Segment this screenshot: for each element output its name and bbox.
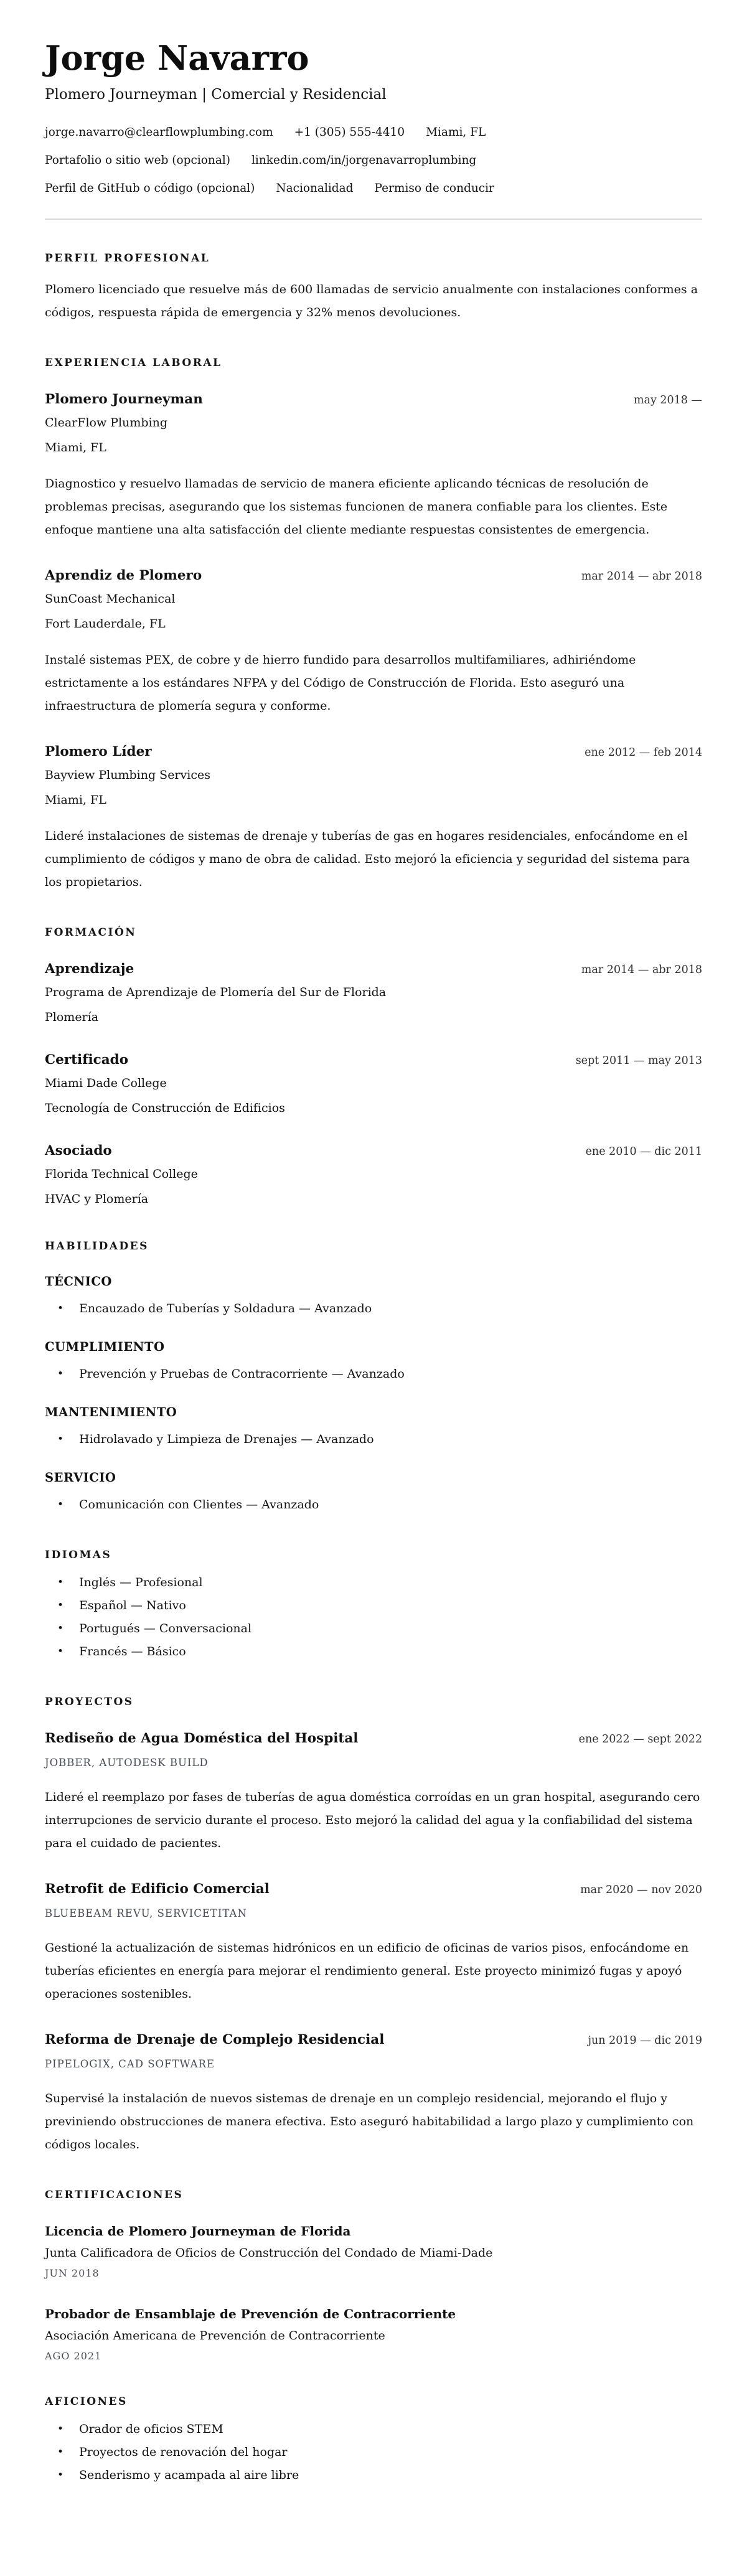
job-description: Instalé sistemas PEX, de cobre y de hierro fundido para desarrollos multifamiliares, adhiriéndome estrictamente a los estándares NFPA y del Código de Construcción de Florida. Esto aseguró una infraestructura de plomería segura y conforme. (45, 652, 636, 713)
degree-title: Certificado (45, 1051, 129, 1068)
certification-title: Licencia de Plomero Journeyman de Florida (45, 2223, 351, 2239)
profile-summary: Plomero licenciado que resuelve más de 600 llamadas de servicio anualmente con instalaciones conformes a códigos, respuesta rápida de emergencia y 32% menos devoluciones. (45, 282, 698, 319)
skill-list (45, 1363, 702, 1386)
education-entry-head (45, 1142, 702, 1161)
experience-entry (45, 743, 702, 894)
skill-item: • Prevención y Pruebas de Contracorriente — Avanzado (45, 1363, 702, 1386)
education-entry-head (45, 960, 702, 979)
section-skills (45, 1239, 702, 1516)
project-entry-head (45, 2031, 702, 2050)
language-item: • Portugués — Conversacional (45, 1617, 702, 1640)
education-date: sept 2011 — may 2013 (575, 1054, 702, 1067)
certification-org: Junta Calificadora de Oficios de Construcción del Condado de Miami-Dade (45, 2245, 493, 2260)
job-title: Aprendiz de Plomero (45, 567, 202, 583)
education-school: Miami Dade College (45, 1076, 167, 1090)
skill-item: • Comunicación con Clientes — Avanzado (45, 1493, 702, 1516)
project-entry (45, 1729, 702, 1855)
project-date: ene 2022 — sept 2022 (578, 1732, 702, 1746)
certification-date: AGO 2021 (45, 2349, 102, 2362)
education-date: ene 2010 — dic 2011 (585, 1145, 702, 1158)
skill-category: SERVICIO (45, 1470, 116, 1485)
education-entry-head (45, 1051, 702, 1070)
degree-title: Aprendizaje (45, 961, 134, 977)
person-title: Plomero Journeyman | Comercial y Residencial (45, 87, 387, 103)
certification-entry (45, 2222, 702, 2280)
experience-entry-head (45, 743, 702, 762)
section-profile (45, 251, 702, 324)
job-description: Diagnostico y resuelvo llamadas de servicio de manera eficiente aplicando técnicas de resolución de problemas precisas, asegurando que los sistemas funcionen de manera confiable para los clientes. Este enfoque mantiene una alta satisfacción del cliente mediante respuestas consistentes de emergencia. (45, 476, 668, 537)
project-tools: JOBBER, AUTODESK BUILD (45, 1756, 209, 1769)
education-field: Tecnología de Construcción de Edificios (45, 1101, 285, 1115)
project-title: Retrofit de Edificio Comercial (45, 1881, 270, 1897)
section-heading-projects: PROYECTOS (45, 1695, 134, 1708)
job-location: Miami, FL (45, 792, 106, 807)
contact-portfolio: Portafolio o sitio web (opcional) (45, 153, 230, 167)
contact-github: Perfil de GitHub o código (opcional) (45, 181, 255, 195)
job-date: may 2018 — (633, 393, 702, 407)
contact-row-1 (45, 118, 702, 146)
job-title: Plomero Journeyman (45, 391, 203, 407)
project-entry (45, 1880, 702, 2006)
skill-category: MANTENIMIENTO (45, 1404, 177, 1419)
job-date: ene 2012 — feb 2014 (585, 746, 702, 759)
certification-title: Probador de Ensamblaje de Prevención de Contracorriente (45, 2306, 456, 2321)
job-location: Miami, FL (45, 440, 106, 454)
project-title: Rediseño de Agua Doméstica del Hospital (45, 1730, 359, 1746)
experience-entry-head (45, 390, 702, 410)
skill-list (45, 1297, 702, 1320)
project-description: Lideré el reemplazo por fases de tuberías de agua doméstica corroídas en un gran hospital, asegurando cero interrupciones de servicio durante el proceso. Esto mejoró la calidad del agua y la confiabilidad del sistema para el cuidado de pacientes. (45, 1790, 700, 1850)
hobby-item: • Orador de oficios STEM (45, 2418, 702, 2441)
certification-entry (45, 2305, 702, 2363)
contact-row-2 (45, 146, 702, 174)
experience-entry (45, 390, 702, 542)
project-description: Supervisé la instalación de nuevos sistemas de drenaje en un complejo residencial, mejorando el flujo y previniendo obstrucciones de manera efectiva. Esto aseguró habitabilidad a largo plazo y cumplimiento con códigos locales. (45, 2091, 694, 2151)
project-entry-head (45, 1880, 702, 1899)
contact-nationality: Nacionalidad (276, 181, 354, 195)
education-school: Florida Technical College (45, 1167, 198, 1181)
section-heading-profile: PERFIL PROFESIONAL (45, 251, 210, 265)
skill-item: • Encauzado de Tuberías y Soldadura — Avanzado (45, 1297, 702, 1320)
section-hobbies (45, 2394, 702, 2487)
education-entry (45, 960, 702, 1026)
skill-list (45, 1428, 702, 1451)
hobby-item: • Senderismo y acampada al aire libre (45, 2464, 702, 2487)
resume-header (45, 39, 702, 220)
language-item: • Inglés — Profesional (45, 1571, 702, 1594)
education-date: mar 2014 — abr 2018 (581, 963, 702, 976)
contact-email: jorge.navarro@clearflowplumbing.com (45, 125, 273, 139)
project-tools: PIPELOGIX, CAD SOFTWARE (45, 2057, 215, 2070)
education-entry (45, 1142, 702, 1208)
contact-row-3 (45, 174, 702, 202)
section-projects (45, 1695, 702, 2156)
language-item: • Español — Nativo (45, 1594, 702, 1617)
project-description: Gestioné la actualización de sistemas hidrónicos en un edificio de oficinas de varios pisos, enfocándome en tuberías eficientes en energía para mejorar el rendimiento general. Este proyecto minimizó fugas y apoyó operaciones sostenibles. (45, 1940, 689, 2001)
language-list (45, 1571, 702, 1663)
skill-category: TÉCNICO (45, 1274, 112, 1289)
section-heading-education: FORMACIÓN (45, 926, 137, 939)
section-education (45, 925, 702, 1208)
job-company: SunCoast Mechanical (45, 591, 176, 606)
section-heading-languages: IDIOMAS (45, 1548, 112, 1561)
language-item: • Francés — Básico (45, 1640, 702, 1663)
job-company: Bayview Plumbing Services (45, 768, 210, 782)
contact-block (45, 118, 702, 202)
project-entry (45, 2031, 702, 2156)
section-heading-experience: EXPERIENCIA LABORAL (45, 356, 222, 369)
project-title: Reforma de Drenaje de Complejo Residencial (45, 2031, 385, 2047)
certification-date: JUN 2018 (45, 2267, 100, 2279)
job-company: ClearFlow Plumbing (45, 415, 168, 430)
skill-category: CUMPLIMIENTO (45, 1339, 165, 1354)
education-field: Plomería (45, 1010, 99, 1024)
education-entry (45, 1051, 702, 1117)
degree-title: Asociado (45, 1142, 112, 1159)
section-heading-skills: HABILIDADES (45, 1239, 149, 1253)
hobby-list (45, 2418, 702, 2487)
contact-phone: +1 (305) 555-4410 (294, 125, 405, 139)
contact-linkedin: linkedin.com/in/jorgenavarroplumbing (251, 153, 477, 167)
section-heading-certifications: CERTIFICACIONES (45, 2188, 184, 2201)
education-field: HVAC y Plomería (45, 1192, 149, 1206)
experience-entry (45, 566, 702, 718)
job-date: mar 2014 — abr 2018 (581, 570, 702, 583)
project-date: mar 2020 — nov 2020 (580, 1883, 702, 1896)
section-certifications (45, 2188, 702, 2363)
skill-list (45, 1493, 702, 1516)
header-divider (45, 219, 702, 220)
job-title: Plomero Líder (45, 743, 152, 759)
project-tools: BLUEBEAM REVU, SERVICETITAN (45, 1907, 247, 1919)
experience-entry-head (45, 566, 702, 586)
project-date: jun 2019 — dic 2019 (588, 2034, 702, 2047)
section-heading-hobbies: AFICIONES (45, 2395, 128, 2408)
education-school: Programa de Aprendizaje de Plomería del Sur de Florida (45, 985, 387, 999)
skill-item: • Hidrolavado y Limpieza de Drenajes — Avanzado (45, 1428, 702, 1451)
contact-driving-permit: Permiso de conducir (374, 181, 494, 195)
job-location: Fort Lauderdale, FL (45, 616, 166, 631)
project-entry-head (45, 1729, 702, 1749)
hobby-item: • Proyectos de renovación del hogar (45, 2441, 702, 2464)
section-languages (45, 1548, 702, 1663)
job-description: Lideré instalaciones de sistemas de drenaje y tuberías de gas en hogares residenciales, enfocándome en el cumplimiento de códigos y mano de obra de calidad. Esto mejoró la eficiencia y seguridad del sistema para los propietarios. (45, 829, 690, 889)
section-experience (45, 355, 702, 894)
contact-location: Miami, FL (426, 125, 486, 139)
person-name: Jorge Navarro (45, 38, 309, 78)
certification-org: Asociación Americana de Prevención de Contracorriente (45, 2328, 385, 2343)
